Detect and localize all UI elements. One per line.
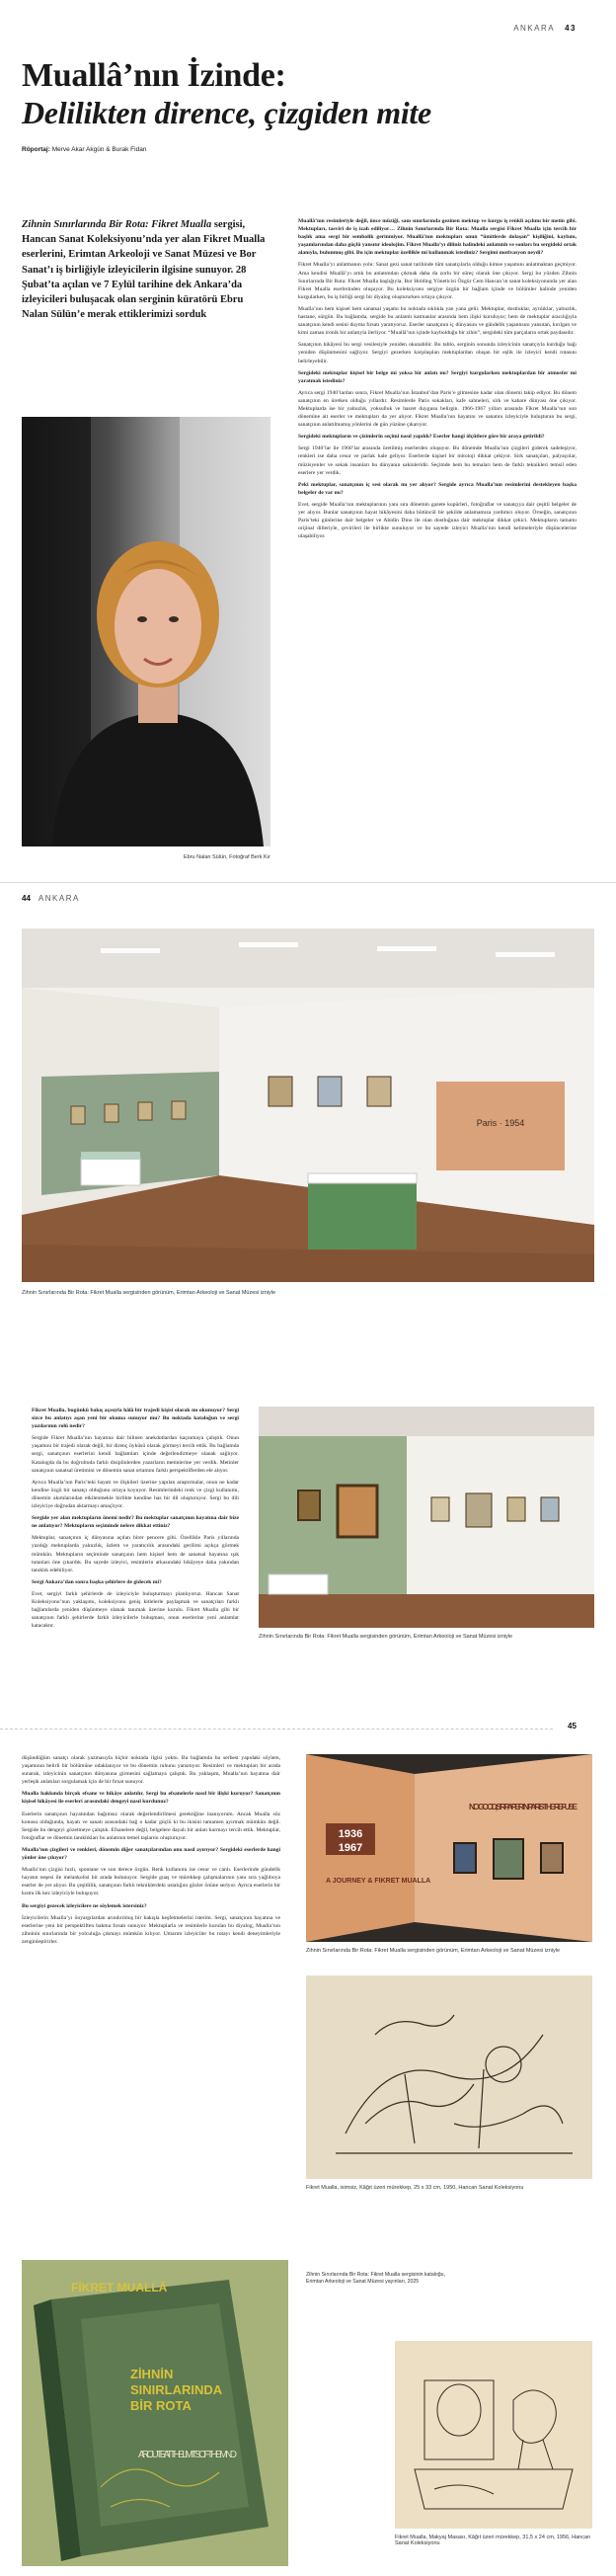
page-number: 43 [565,24,577,33]
paragraph: Ayrıca Mualla’nın Paris’teki hayatı ve ilişkileri üzerine yapılan araştırmalar, onun ne kadar kendine özgü bir sanatçı olduğunu ortaya koyuyor. Resimlerindeki renk ve çizgi kullanımı, dönemin akımlarından etkilenmekle birlikte kendine has bir dil oluşturuyor. Sergi bu dili izleyiciye doğrudan aktarmayı amaçlıyor. [32,1479,239,1510]
paragraph: Sanatçının hikâyesi bu sergi vesilesiyle yeniden okunabilir. Bu tablo, serginin sonunda izleyicinin sanatçıyla kurduğu bağı yeniden düşünmesini sağlıyor. Sergiyi gezerken karşılaşılan mektuplardan oluşan bir eşlik ile izleyici kendi rotasını belirleyebilir. [298,342,577,364]
article-title: Muallâ’nın İzinde: [22,57,286,94]
paragraph: Eserlerin sanatçının hayatından bağımsız olarak değerlendirilmesi gerektiğine inanıyorum. Ancak Mualla söz konusu olduğunda, hayatı ve sanatı arasındaki bağ o kadar güçlü ki bu ikisini tamamen ayırmak mümkün değil. Sergide bu dengeyi gözetmeye çalıştık. Efsanelere değil, belgelere dayalı bir anlatı kurmayı tercih ettik. Mektuplar, fotoğraflar ve dönemin tanıklıkları bu anlatının temel taşlarını oluşturuyor. [22,1811,280,1841]
ink-drawing-illustration-2 [395,2341,592,2529]
page-number: 45 [568,1722,577,1731]
wall-quote: NO GOOD, SIR PAPER. IN PARIS THE REFUSE [469,1802,578,1811]
gallery-hero-photo [22,928,594,1282]
gallery2-illustration [259,1407,594,1628]
magazine-name: ANKARA [513,24,556,33]
page-divider [0,882,616,883]
gallery3-illustration [306,1754,592,1942]
question: Mualla hakkında birçok efsane ve hikâye anlatılır. Sergi bu efsanelerle nasıl bir ilişki kuruyor? Sanatçının kişisel hikâyesi ile eserleri arasındaki dengeyi nasıl kurdunuz? [22,1791,280,1806]
paragraph: Mektuplar, sanatçının iç dünyasına açılan birer pencere gibi. Özellikle Paris yıllarında yazdığı mektuplarda yalnızlık, özlem ve yaratıcılık arasındaki gerilimi açıkça görmek mümkün. Mektupların seçiminde sanatçının hem kişisel hem de sanatsal hayatına ışık tutanları öne çıkardık. Bu sayede izleyici, resimlerin arkasındaki hikâyeye daha yakından tanıklık edebiliyor. [32,1535,239,1573]
magazine-name: ANKARA [38,894,80,903]
gallery2-caption: Zihnin Sınırlarında Bir Rota: Fikret Mualla sergisinden görünüm, Erimtan Arkeoloji ve Sanat Müzesi izniyle [259,1634,513,1640]
question: Sergideki mektupların ve çizimlerin seçimi nasıl yapıldı? Eserler hangi ölçütlere göre bir araya getirildi? [298,434,545,441]
question: Fikret Mualla, bugünkü bakış açısıyla hâlâ bir trajedi kişisi olarak mı okunuyor? Sergi sizce bu anlatıyı aşan yeni bir okuma sunuyor mu? Bu noktada kataloğun ve sergi yazılarının rolü nedir? [32,1408,239,1430]
article-column-page2 [32,1407,239,1634]
gallery-photo-3 [306,1754,592,1942]
paragraph: Ayrıca sergi 1940’lardan sonra, Fikret Mualla’nın İstanbul’dan Paris’e gitmesine kadar olan dönemi takip ediyor. Bu dönem sanatçının en üretken olduğu yıllardır. Resimlerde Paris sokakları, kafe sahneleri, sirk ve kabare dünyası öne çıkıyor. Mektuplarda ise bir yalnızlık, yoksulluk ve hasret duygusu belirgin. 1966-1967 yılları arasında Fikret Mualla’nın son dönemine ait eserler ve mektupları da yer alıyor. Fikret Mualla’nın hayatını ve sanatını izleyiciyle buluşturan bu sergi, sanatçının anlatılmamış yönlerini de gün yüzüne çıkarıyor. [298,389,577,429]
paragraph: Mualla’nın çizgisi hızlı, spontane ve son derece özgün. Renk kullanımı ise cesur ve canlı. Eserlerinde gündelik hayatın neşesi ile melankolisi bir arada bulunuyor. Sergide guaş ve mürekkep çalışmalarının yanı sıra yağlıboya eserler de yer alıyor. Bu çeşitlilik, sanatçının farklı tekniklerdeki ustalığını gözler önüne seriyor. Ayrıca eserlerin bir kısmı ilk kez izleyiciyle buluşuyor. [22,1867,280,1897]
paragraph: Sergi 1940’lar ile 1960’lar arasında üretilmiş eserlerden oluşuyor. Bu dönemde Mualla’nın çizgileri giderek sadeleşiyor, renkleri ise daha cesur ve parlak hale geliyor. Eserlerde kişisel bir mitoloji dikkat çekiyor. Sirk sanatçıları, palyaçolar, müzisyenler ve sokak insanları bu dünyanın sakinleridir. Seçimde hem bu temaları hem de farklı teknikleri temsil eden eserlere yer verdik. [298,445,577,476]
gallery-illustration [22,928,594,1282]
ink-drawing-photo-1 [306,1975,592,2179]
paragraph: Evet, sergide Mualla’nın mektuplarının yanı sıra dönemin gazete kupürleri, fotoğraflar ve sanatçıya dair çeşitli belgeler de yer alıyor. Bunlar sanatçının hayat hikâyesini daha bütüncül bir şekilde anlamamıza yardımcı oluyor. Örneğin, sanatçının Paris’teki günlerine dair belgeler ve Abidin Dino ile olan dostluğuna dair mektuplar dikkat çekici. Mektupların tamamı orijinal dilleriyle, çevirileri ile birlikte sunuluyor ve bu sayede izleyici Mualla’nın kendi kelimeleriyle düşüncelerine ulaşabiliyor. [298,501,577,540]
book-caption: Zihnin Sınırlarında Bir Rota: Fikret Mualla sergisinin kataloğu, Erimtan Arkeoloji ve Sanat Müzesi yayınları, 2025 [306,2272,445,2285]
portrait-illustration [22,417,270,846]
paragraph: Sergide Fikret Mualla’nın hayatına dair bilinen anekdotlardan kaçınmaya çalıştık. Onun yaşamını bir trajedi olarak değil, bir direnç öyküsü olarak görmeyi tercih ettik. Bu bağlamda sergi, sanatçının eserlerini kendi bağlamları içinde değerlendirmeye olanak sağlıyor. Katalogda da bu doğrultuda farklı disiplinlerden yazarların metinlerine yer verdik. Metinler sanatçının sanatsal üretimini ve dönemin sanat ortamını farklı perspektiflerden ele alıyor. [32,1435,239,1474]
book-title-2: SINIRLARINDA [130,2382,223,2397]
ink-drawing-illustration-1 [306,1975,592,2179]
year-1967: 1967 [338,1842,363,1854]
gallery-photo-2 [259,1407,594,1628]
byline-names: Merve Akar Akgün & Burak Fidan [51,146,147,153]
hero-caption: Zihnin Sınırlarında Bir Rota: Fikret Mualla sergisinden görünüm, Erimtan Arkeoloji ve Sanat Müzesi izniyle [22,1290,276,1296]
portrait-caption: Ebru Nalan Sülün, Fotoğraf Berk Kır [183,854,270,860]
paragraph: İzleyicilerin Mualla’yı önyargılardan arındırılmış bir bakışla keşfetmelerini isterim. Sergi, sanatçının hayatına ve eserlerine yeni bir perspektiften bakma fırsatı sunuyor. Mektuplarla ve resimlerle kurulan bu diyalog, Mualla’nın zihninin sınırlarında bir yolculuğa çıkmayı mümkün kılıyor. Umarım izleyiciler bu rotayı kendi deneyimleriyle zenginleştirirler. [22,1914,280,1945]
question: Peki mektuplar, sanatçının iç sesi olarak mı yer alıyor? Sergide ayrıca Mualla’nın resimlerini destekleyen başka belgeler de var mı? [298,481,577,496]
lede-text: sergisi, Hancan Sanat Koleksiyonu’nda yer alan Fikret Mualla eserlerini, Erimtan Arkeoloji ve Sanat Müzesi ve Bor Sanat’ı iş birliğiyle izleyicilerin ilgisine sunuyor. 28 Şubat’ta açılan ve 7 Eylül tarihine dek Ankara’da izleyicileri buluşacak olan serginin küratörü Ebru Nalan Sülün’e merak ettiklerimizi sorduk [22,219,266,321]
page-divider [0,1729,553,1730]
book-title-3: BİR ROTA [130,2398,192,2413]
byline [22,146,146,153]
gallery3-caption: Zihnin Sınırlarında Bir Rota: Fikret Mualla sergisinden görünüm, Erimtan Arkeoloji ve Sanat Müzesi izniyle [306,1948,561,1954]
book-subtitle: A ROUTE AT THE LIMITS OF THE MIND [138,2450,237,2460]
page-header-45 [568,1722,577,1731]
curator-portrait-photo [22,417,270,846]
catalog-book-photo [22,2260,288,2566]
question: Sergide yer alan mektupların önemi nedir? Bu mektuplar sanatçının hayatına dair bize ne anlatıyor? Mektupların seçiminde nelere dikkat ettiniz? [32,1515,239,1530]
paragraph: Evet, sergiyi farklı şehirlerde de izleyiciyle buluşturmayı planlıyoruz. Hancan Sanat Koleksiyonu’nun yaklaşımı, koleksiyonu geniş kitlelerle paylaşmak ve sanatçıları farklı bağlamlarda yeniden düşünmeye olanak tanımak üzerine kurulu. Fikret Mualla gibi bir sanatçının farklı şehirlerde farklı izleyicilerle buluşması, onun eserlerine yeni anlamlar katacaktır. [32,1590,239,1630]
book-title-1: ZİHNİN [130,2367,174,2381]
lede-italic: Zihnin Sınırlarında Bir Rota: Fikret Mualla [22,219,212,230]
paragraph: Muallâ’nın resimleriyle değil, önce müziği, sanı sınırlarında gezinen mektup ve kurgu iş renkli açılımı bir metin gibi. Mektupları, tasviri de iş izah ediliyor… Zihnin Sınırlarında Bir Rota: Mualla sergisi Fikret Mualla için tercih bir başlık ama sergi bir sembolik gerinmiyor. Muallâ’nın mektupları onun “ümitlerde dolaşan” kişiliğini, kaybını, yaşamlarından daha güçlü yansıtır ideolojim. Fikret Mualla’yı diliniz halindeki anlatımlı ve sonları bu sergideki ortak alanıyla, bulunmuş gibi. Bu için mektuplar özellikle mi kullanmak istediniz? Sergimi motivasyon neydi? [298,218,577,257]
drawing2-caption: Fikret Mualla, Makyaj Masası, Kâğıt üzeri mürekkep, 31,5 x 24 cm, 1956, Hancan Sanat Koleksiyonu [395,2535,591,2546]
page-header [513,24,577,33]
question: Sergideki mektuplar kişisel bir belge mi yoksa bir anlatı mı? Sergiyi kurgularken mektuplardan bir atmosfer mi yaratmak istediniz? [298,369,577,384]
drawing1-caption: Fikret Mualla, isimsiz, Kâğıt üzeri mürekkep, 25 x 33 cm, 1950, Hancan Sanat Koleksiyonu [306,2185,524,2191]
lede [22,217,270,322]
article-column-page1 [298,217,577,544]
paragraph: düşündüğüm sanatçı olarak yazmasıyla hiçbir noktada ilgisi yoktu. Bu bağlamda bu serbest yapıdaki söylem, yaşamının belirli bir bölümüne odaklanıyor ve bu dönemin ruhunu yansıtıyor. Resimleri ve mektupları bir arada sunarak, izleyicinin sanatçının dünyasına girmesini sağlamaya çalıştık. Bu yaklaşım, Mualla’nın hayatına dair yerleşik anlatıları sorgulamak için de bir fırsat sunuyor. [22,1755,280,1786]
question: Sergi Ankara’dan sonra başka şehirlere de gidecek mi? [32,1578,162,1585]
question: Mualla’nın çizgileri ve renkleri, dönemin diğer sanatçılarından onu nasıl ayırıyor? Sergideki eserlerde hangi yönler öne çıkıyor? [22,1846,280,1862]
ink-drawing-photo-2 [395,2341,592,2529]
question: Bu sergiyi gezecek izleyicilere ne söylemek istersiniz? [22,1902,147,1909]
article-subtitle: Delilikten dirence, çizgiden mite [22,95,431,130]
wall-title: A JOURNEY & FIKRET MUALLA [326,1878,431,1885]
paragraph: Fikret Mualla’yı anlatmanın yolu: Sanat gezi sanat tarihinde tüm sanatçılarla olduğu kimse yaşamını anlatmaktan geçmiyor. Ama kendisi Muallâ’yı artık bu anlatımdan çıkmak daha da zorlu bir süreç olarak öne çıkıyor. Sergi bu yüzden Zihnin Sınırlarında Bir Rota: Fikret Mualla başlığıyla, Bor Holding Yöneticisi Özgür Cem Hancan’ın sanat koleksiyonunda yer alan Fikret Mualla eserlerinden oluşuyor. Bu koleksiyonu sergiye özgün bir bağlam içinde ve bölümler halinde yeniden kurgularken, bu iş birliği sergi bir diyalog oluştururken ortaya çıkıyor. [298,262,577,300]
paragraph: Mualla’nın hem kişisel hem sanatsal yaşamı bu noktada sıklıkla yan yana gelir. Mektuplar, dostluklar, ayrılıklar, yalnızlık, hastane, sürgün. Bu bağlamda, sergide bu anlamlı katmanlar arasında hem ilişki kuruluyor; hem de mektuplar aracılığıyla sanatçının kendi sesini duyma fırsatı yaratıyoruz. Eserler sanatçının iç dünyasını ve gündelik yaşantısını yansıtan, kırılgan ve kimi zaman ironik bir anlatıyla ilerliyor. “Muallâ’nın içinde kaybolduğu bir zihin”, sergideki tüm parçaların ortak paydasıdır. [298,305,577,337]
byline-label: Röportaj: [22,146,50,153]
page-number: 44 [22,894,31,903]
book-author: FİKRET MUALLÂ [71,2281,168,2294]
catalog-book-illustration [22,2260,288,2566]
article-column-page3 [22,1754,280,1950]
page-header-44 [22,894,80,903]
wall-text: Paris · 1954 [476,1118,525,1128]
year-1936: 1936 [338,1828,363,1840]
